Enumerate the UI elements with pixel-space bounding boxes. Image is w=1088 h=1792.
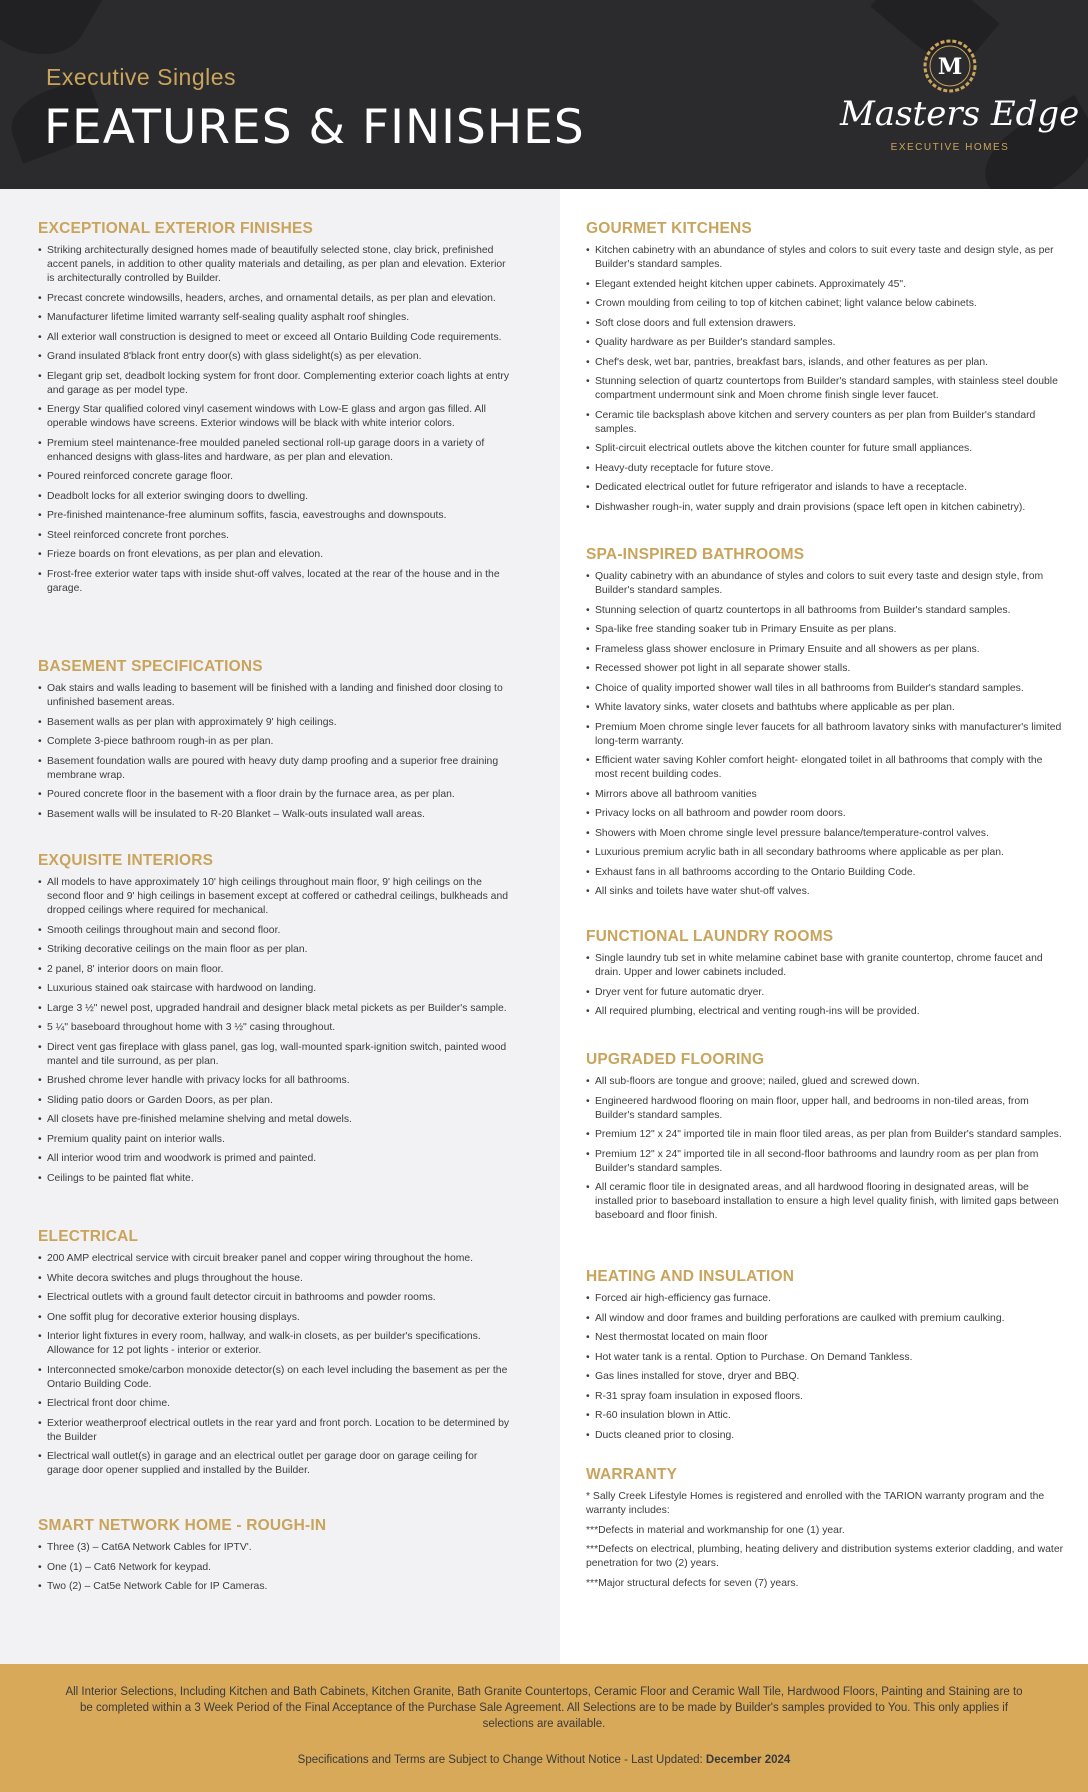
list-item: • Kitchen cabinetry with an abundance of styles and colors to suit every taste and design style, as per Builder's standard samples. [586, 244, 1064, 272]
list-item: • Energy Star qualified colored vinyl casement windows with Low-E glass and argon gas filled. All operable windows have screens. Exterior windows will be black with white interior colors. [38, 403, 510, 431]
list-item: • Elegant extended height kitchen upper cabinets. Approximately 45". [586, 278, 1064, 292]
list-item: • Engineered hardwood flooring on main floor, upper hall, and bedrooms in non-tiled areas, from Builder's standard samples. [586, 1095, 1064, 1123]
list-item: • Quality hardware as per Builder's standard samples. [586, 336, 1064, 350]
list-item: • Soft close doors and full extension drawers. [586, 317, 1064, 331]
list-item: • Stunning selection of quartz countertops in all bathrooms from Builder's standard samples. [586, 604, 1064, 618]
section-bathrooms [586, 546, 1064, 905]
list-item: • All models to have approximately 10' high ceilings throughout main floor, 9' high ceilings on the second floor and 9' high ceilings in basement except at coffered or cathedral ceilings, bulkheads and dropped ceilings where required for mechanical. [38, 876, 510, 918]
section-title: BASEMENT SPECIFICATIONS [38, 658, 263, 675]
footer-disclaimer: All Interior Selections, Including Kitchen and Bath Cabinets, Kitchen Granite, Bath Granite Countertops, Ceramic Floor and Ceramic Wall Tile, Hardwood Floors, Painting and Staining are to be completed within a 3 Week Period of the Final Acceptance of the Purchase Sale Agreement. All Selections are to be made by Builder's samples provided to You. This only applies if selections are available. [65, 1686, 1023, 1730]
list-item: • Premium 12" x 24" imported tile in all second-floor bathrooms and laundry room as per plan from Builder's standard samples. [586, 1148, 1064, 1176]
list-item: • Heavy-duty receptacle for future stove. [586, 462, 1064, 476]
feature-list [38, 1252, 510, 1478]
list-item: • Electrical outlets with a ground fault detector circuit in bathrooms and powder rooms. [38, 1291, 510, 1305]
list-item: • Basement foundation walls are poured with heavy duty damp proofing and a superior free draining membrane wrap. [38, 755, 510, 783]
list-item: • Dedicated electrical outlet for future refrigerator and islands to have a receptacle. [586, 481, 1064, 495]
list-item: • All exterior wall construction is designed to meet or exceed all Ontario Building Code requirements. [38, 331, 510, 345]
list-item: • Pre-finished maintenance-free aluminum soffits, fascia, eavestroughs and downspouts. [38, 509, 510, 523]
list-item: • Electrical wall outlet(s) in garage and an electrical outlet per garage door on garage ceiling for garage door opener supplied and installed by the Builder. [38, 1450, 510, 1478]
list-item: • Ducts cleaned prior to closing. [586, 1429, 1064, 1443]
footer-updated [60, 1754, 1028, 1766]
section-kitchens [586, 220, 1064, 520]
feature-list [586, 1292, 1064, 1443]
list-item: • All ceramic floor tile in designated areas, and all hardwood flooring in designated areas, will be installed prior to baseboard installation to ensure a high level quality finish, with limited gaps between baseboard and floor finish. [586, 1181, 1064, 1223]
section-laundry [586, 928, 1064, 1025]
list-item: • Nest thermostat located on main floor [586, 1331, 1064, 1345]
list-item: • Deadbolt locks for all exterior swinging doors to dwelling. [38, 490, 510, 504]
page-header [0, 0, 1088, 189]
list-item: • Quality cabinetry with an abundance of styles and colors to suit every taste and design style, from Builder's standard samples. [586, 570, 1064, 598]
list-item: • Three (3) – Cat6A Network Cables for IPTV'. [38, 1541, 510, 1555]
list-item: • Dryer vent for future automatic dryer. [586, 986, 1064, 1000]
list-item: • Luxurious premium acrylic bath in all secondary bathrooms where applicable as per plan. [586, 846, 1064, 860]
warranty-line: ***Defects on electrical, plumbing, heating delivery and distribution systems exterior cladding, and water penetration for two (2) years. [586, 1544, 1064, 1569]
list-item: • Direct vent gas fireplace with glass panel, gas log, wall-mounted spark-ignition switch, painted wood mantel and tile surround, as per plan. [38, 1041, 510, 1069]
section-title: FUNCTIONAL LAUNDRY ROOMS [586, 928, 834, 945]
feature-list [586, 1075, 1064, 1223]
section-title: SPA-INSPIRED BATHROOMS [586, 546, 805, 563]
list-item: • 2 panel, 8' interior doors on main floor. [38, 963, 510, 977]
warranty-line: * Sally Creek Lifestyle Homes is registered and enrolled with the TARION warranty program and the warranty includes: [586, 1491, 1045, 1516]
list-item: • All sinks and toilets have water shut-off valves. [586, 885, 1064, 899]
list-item: • Frost-free exterior water taps with inside shut-off valves, located at the rear of the house and in the garage. [38, 568, 510, 596]
list-item: • Premium quality paint on interior walls. [38, 1133, 510, 1147]
list-item: • White lavatory sinks, water closets and bathtubs where applicable as per plan. [586, 701, 1064, 715]
list-item: • Premium 12" x 24" imported tile in main floor tiled areas, as per plan from Builder's standard samples. [586, 1128, 1064, 1142]
list-item: • White decora switches and plugs throughout the house. [38, 1272, 510, 1286]
list-item: • Choice of quality imported shower wall tiles in all bathrooms from Builder's standard samples. [586, 682, 1064, 696]
logo-emblem-icon [840, 36, 1060, 96]
section-flooring [586, 1051, 1064, 1229]
footer-updated-label: Specifications and Terms are Subject to Change Without Notice - Last Updated: [297, 1754, 703, 1766]
section-exterior-finishes [38, 220, 510, 601]
list-item: • 5 ¼" baseboard throughout home with 3 ½" casing throughout. [38, 1021, 510, 1035]
list-item: • R-60 insulation blown in Attic. [586, 1409, 1064, 1423]
section-warranty [586, 1466, 1064, 1596]
list-item: • Hot water tank is a rental. Option to Purchase. On Demand Tankless. [586, 1351, 1064, 1365]
section-electrical [38, 1228, 510, 1484]
list-item: • Two (2) – Cat5e Network Cable for IP Cameras. [38, 1580, 510, 1594]
list-item: • Basement walls will be insulated to R-20 Blanket – Walk-outs insulated wall areas. [38, 808, 510, 822]
list-item: • Striking architecturally designed homes made of beautifully selected stone, clay brick, prefinished accent panels, in addition to other quality materials and detailing, as per plan and elevation. Exterior is architecturally controlled by Builder. [38, 244, 510, 286]
section-title: HEATING AND INSULATION [586, 1268, 795, 1285]
list-item: • Stunning selection of quartz countertops from Builder's standard samples, with stainless steel double compartment undermount sink and Moen chrome finish single lever faucet. [586, 375, 1064, 403]
brand-logo [840, 36, 1080, 160]
list-item: • Oak stairs and walls leading to basement will be finished with a landing and finished door closing to unfinished basement areas. [38, 682, 510, 710]
feature-list [586, 244, 1064, 515]
list-item: • Exhaust fans in all bathrooms according to the Ontario Building Code. [586, 866, 1064, 880]
page-footer [0, 1664, 1088, 1792]
section-title: ELECTRICAL [38, 1228, 139, 1245]
list-item: • Privacy locks on all bathroom and powder room doors. [586, 807, 1064, 821]
section-title: WARRANTY [586, 1466, 678, 1483]
section-title: UPGRADED FLOORING [586, 1051, 765, 1068]
list-item: • Smooth ceilings throughout main and second floor. [38, 924, 510, 938]
list-item: • Elegant grip set, deadbolt locking system for front door. Complementing exterior coach lights at entry and garage as per model type. [38, 370, 510, 398]
list-item: • Spa-like free standing soaker tub in Primary Ensuite as per plans. [586, 623, 1064, 637]
list-item: • Brushed chrome lever handle with privacy locks for all bathrooms. [38, 1074, 510, 1088]
leaf-decoration [0, 0, 104, 74]
list-item: • 200 AMP electrical service with circuit breaker panel and copper wiring throughout the home. [38, 1252, 510, 1266]
list-item: • Recessed shower pot light in all separate shower stalls. [586, 662, 1064, 676]
list-item: • All window and door frames and building perforations are caulked with premium caulking. [586, 1312, 1064, 1326]
list-item: • Ceramic tile backsplash above kitchen and servery counters as per plan from Builder's standard samples. [586, 409, 1064, 437]
list-item: • Premium steel maintenance-free moulded paneled sectional roll-up garage doors in a variety of enhanced designs with glass-lites and hardware, as per plan and elevation. [38, 437, 510, 465]
feature-list [38, 876, 510, 1186]
list-item: • Manufacturer lifetime limited warranty self-sealing quality asphalt roof shingles. [38, 311, 510, 325]
list-item: • Grand insulated 8'black front entry door(s) with glass sidelight(s) as per elevation. [38, 350, 510, 364]
list-item: • Showers with Moen chrome single level pressure balance/temperature-control valves. [586, 827, 1064, 841]
list-item: • Large 3 ½" newel post, upgraded handrail and designer black metal pickets as per Builder's sample. [38, 1002, 510, 1016]
list-item: • Forced air high-efficiency gas furnace. [586, 1292, 1064, 1306]
list-item: • Exterior weatherproof electrical outlets in the rear yard and front porch. Location to be determined by the Builder [38, 1417, 510, 1445]
list-item: • Interconnected smoke/carbon monoxide detector(s) on each level including the basement as per the Ontario Building Code. [38, 1364, 510, 1392]
list-item: • Mirrors above all bathroom vanities [586, 788, 1064, 802]
list-item: • Basement walls as per plan with approximately 9' high ceilings. [38, 716, 510, 730]
list-item: • Poured reinforced concrete garage floor. [38, 470, 510, 484]
list-item: • Precast concrete windowsills, headers, arches, and ornamental details, as per plan and elevation. [38, 292, 510, 306]
logo-tagline: EXECUTIVE HOMES [890, 142, 1010, 153]
list-item: • All closets have pre-finished melamine shelving and metal dowels. [38, 1113, 510, 1127]
feature-list [38, 682, 510, 822]
list-item: • Gas lines installed for stove, dryer and BBQ. [586, 1370, 1064, 1384]
list-item: • Premium Moen chrome single lever faucets for all bathroom lavatory sinks with manufacturer's limited long-term warranty. [586, 721, 1064, 749]
list-item: • Electrical front door chime. [38, 1397, 510, 1411]
section-interiors [38, 852, 510, 1191]
section-title: GOURMET KITCHENS [586, 220, 752, 237]
list-item: • Efficient water saving Kohler comfort height- elongated toilet in all bathrooms that comply with the most recent building codes. [586, 754, 1064, 782]
list-item: • Frameless glass shower enclosure in Primary Ensuite and all showers as per plans. [586, 643, 1064, 657]
warranty-line: ***Major structural defects for seven (7) years. [586, 1577, 799, 1589]
feature-list [38, 1541, 510, 1594]
list-item: • Poured concrete floor in the basement with a floor drain by the furnace area, as per plan. [38, 788, 510, 802]
feature-list [38, 244, 510, 596]
warranty-line: ***Defects in material and workmanship for one (1) year. [586, 1524, 845, 1536]
feature-list [586, 952, 1064, 1019]
list-item: • Frieze boards on front elevations, as per plan and elevation. [38, 548, 510, 562]
footer-updated-date: December 2024 [705, 1754, 791, 1766]
section-heating [586, 1268, 1064, 1448]
feature-list [586, 570, 1064, 899]
list-item: • All required plumbing, electrical and venting rough-ins will be provided. [586, 1005, 1064, 1019]
section-title: SMART NETWORK HOME - ROUGH-IN [38, 1517, 327, 1534]
list-item: • Sliding patio doors or Garden Doors, as per plan. [38, 1094, 510, 1108]
list-item: • Steel reinforced concrete front porches. [38, 529, 510, 543]
list-item: • One (1) – Cat6 Network for keypad. [38, 1561, 510, 1575]
list-item: • Single laundry tub set in white melamine cabinet base with granite countertop, chrome faucet and drain. Upper and lower cabinets included. [586, 952, 1064, 980]
section-title: EXCEPTIONAL EXTERIOR FINISHES [38, 220, 314, 237]
document-subtitle: Executive Singles [46, 64, 237, 90]
list-item: • Complete 3-piece bathroom rough-in as per plan. [38, 735, 510, 749]
list-item: • Split-circuit electrical outlets above the kitchen counter for future small appliances. [586, 442, 1064, 456]
list-item: • Luxurious stained oak staircase with hardwood on landing. [38, 982, 510, 996]
list-item: • All sub-floors are tongue and groove; nailed, glued and screwed down. [586, 1075, 1064, 1089]
section-basement [38, 658, 510, 827]
section-smart-network [38, 1517, 510, 1600]
list-item: • Crown moulding from ceiling to top of kitchen cabinet; light valance below cabinets. [586, 297, 1064, 311]
logo-name: Masters Edge [840, 94, 1080, 134]
section-title: EXQUISITE INTERIORS [38, 852, 214, 869]
list-item: • All interior wood trim and woodwork is primed and painted. [38, 1152, 510, 1166]
document-title: FEATURES & FINISHES [44, 100, 585, 155]
list-item: • Dishwasher rough-in, water supply and drain provisions (space left open in kitchen cabinetry). [586, 501, 1064, 515]
list-item: • Interior light fixtures in every room, hallway, and walk-in closets, as per builder's specifications. Allowance for 12 pot lights - interior or exterior. [38, 1330, 510, 1358]
list-item: • One soffit plug for decorative exterior housing displays. [38, 1311, 510, 1325]
list-item: • Chef's desk, wet bar, pantries, breakfast bars, islands, and other features as per plan. [586, 356, 1064, 370]
list-item: • R-31 spray foam insulation in exposed floors. [586, 1390, 1064, 1404]
list-item: • Striking decorative ceilings on the main floor as per plan. [38, 943, 510, 957]
logo-initial: M [937, 54, 963, 80]
list-item: • Ceilings to be painted flat white. [38, 1172, 510, 1186]
